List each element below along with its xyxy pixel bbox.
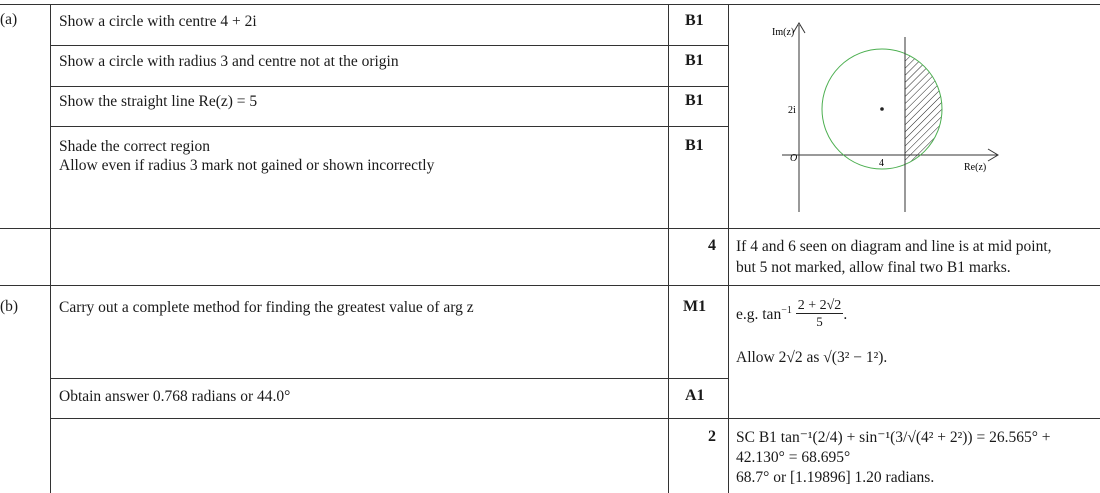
row-divider xyxy=(50,86,728,87)
criterion-text: Shade the correct region xyxy=(59,138,211,155)
re-axis-label: Re(z) xyxy=(964,162,987,173)
part-total: 4 xyxy=(708,237,716,254)
fraction-numerator: 2 + 2√2 xyxy=(797,298,842,313)
special-case-text: SC B1 tan⁻¹(2/4) + sin⁻¹(3/√(4² + 2²)) = 26.565° + xyxy=(736,429,1051,446)
column-divider xyxy=(728,4,729,493)
row-divider xyxy=(50,378,728,379)
origin-label: O xyxy=(790,153,798,164)
column-divider xyxy=(668,4,669,493)
guidance-text: but 5 not marked, allow final two B1 marks. xyxy=(736,259,1011,276)
column-divider xyxy=(50,4,51,493)
mark-code: B1 xyxy=(685,92,704,109)
row-divider xyxy=(50,418,1100,419)
guidance-eg: e.g. tan xyxy=(736,306,782,324)
guidance-text: Allow 2√2 as √(3² − 1²). xyxy=(736,349,888,366)
mark-code: B1 xyxy=(685,12,704,29)
row-divider xyxy=(0,285,1100,286)
im-axis-label: Im(z) xyxy=(772,27,795,38)
special-case-text: 42.130° = 68.695° xyxy=(736,449,851,466)
centre-point xyxy=(880,107,884,111)
criterion-text: Show a circle with centre 4 + 2i xyxy=(59,13,257,30)
guidance-text: If 4 and 6 seen on diagram and line is at mid point, xyxy=(736,238,1052,255)
part-label: (b) xyxy=(0,298,19,315)
inverse-superscript: −1 xyxy=(781,305,792,317)
part-label: (a) xyxy=(0,11,18,28)
row-divider xyxy=(50,126,728,127)
mark-code: B1 xyxy=(685,52,704,69)
part-total: 2 xyxy=(708,428,716,445)
special-case-text: 68.7° or [1.19896] 1.20 radians. xyxy=(736,469,935,486)
mark-code: A1 xyxy=(685,387,705,404)
y-tick-label: 2i xyxy=(788,105,796,116)
mark-code: M1 xyxy=(683,298,707,315)
criterion-text: Allow even if radius 3 mark not gained or shown incorrectly xyxy=(59,157,435,174)
argand-diagram xyxy=(760,15,1010,215)
criterion-text: Show the straight line Re(z) = 5 xyxy=(59,93,258,110)
fraction-denominator: 5 xyxy=(816,314,823,329)
x-tick-label: 4 xyxy=(879,158,884,169)
mark-code: B1 xyxy=(685,137,704,154)
criterion-text: Obtain answer 0.768 radians or 44.0° xyxy=(59,388,291,405)
guidance-formula: e.g. $\tan^{-1}$ $\frac{2 + 2√2}{5}$ . xyxy=(736,298,848,329)
row-divider xyxy=(50,45,728,46)
criterion-text: Carry out a complete method for finding the greatest value of arg z xyxy=(59,299,474,316)
row-divider xyxy=(0,228,1100,229)
criterion-text: Show a circle with radius 3 and centre not at the origin xyxy=(59,53,399,70)
row-divider xyxy=(0,4,1100,5)
fraction xyxy=(796,298,844,329)
